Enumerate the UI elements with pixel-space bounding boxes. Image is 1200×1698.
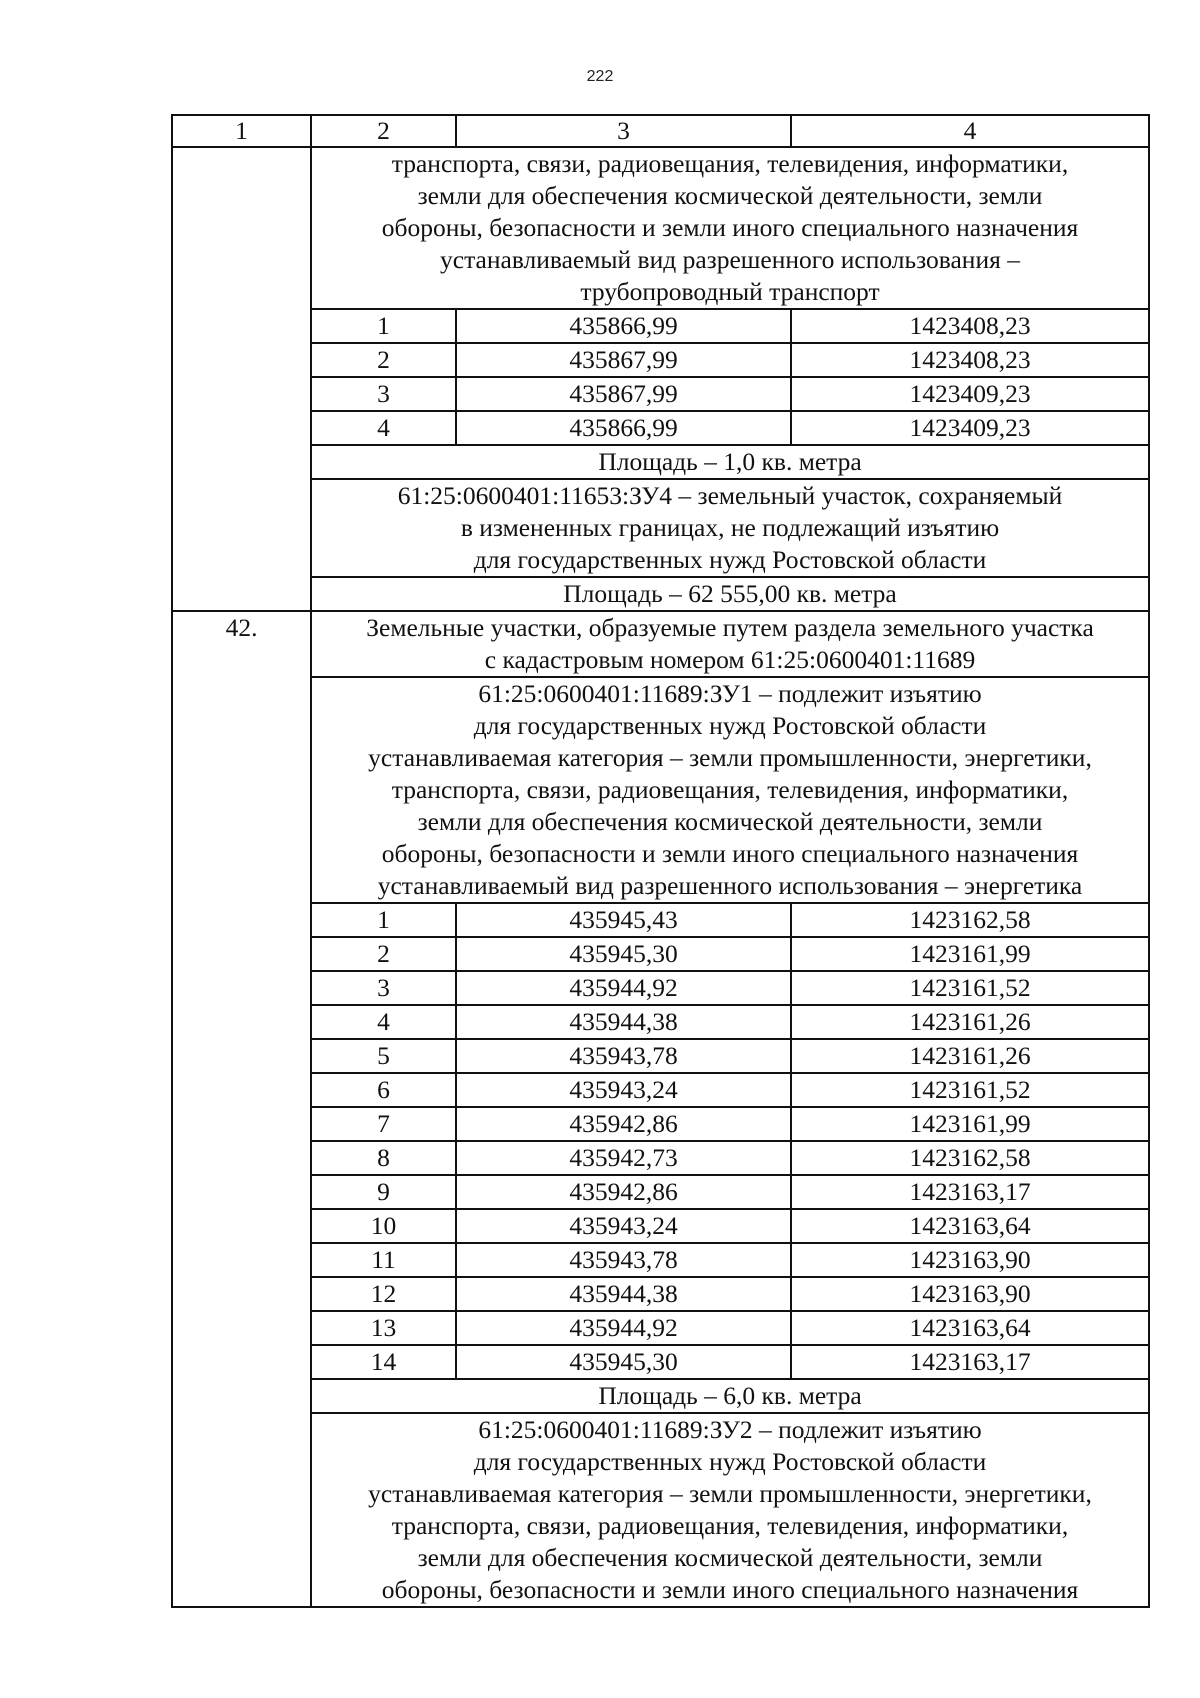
text-line: 61:25:0600401:11653:ЗУ4 – земельный участок, сохраняемый <box>397 481 1063 510</box>
table-row <box>172 1379 1149 1413</box>
table-row <box>172 1073 1149 1107</box>
point-number: 8 <box>311 1141 456 1175</box>
point-number: 3 <box>311 377 456 411</box>
point-number: 3 <box>311 971 456 1005</box>
table-row <box>172 937 1149 971</box>
table-row <box>172 611 1149 677</box>
table-row <box>172 147 1149 309</box>
column-header: 1 <box>172 115 311 147</box>
table-row <box>172 1141 1149 1175</box>
coord-y: 1423161,52 <box>791 971 1149 1005</box>
table-row <box>172 1277 1149 1311</box>
table-row <box>172 343 1149 377</box>
text-line: земли для обеспечения космической деятельности, земли <box>417 181 1043 210</box>
coord-x: 435942,73 <box>456 1141 791 1175</box>
text-line: 61:25:0600401:11689:ЗУ1 – подлежит изъятию <box>478 679 982 708</box>
coord-y: 1423163,17 <box>791 1345 1149 1379</box>
coord-x: 435945,30 <box>456 937 791 971</box>
point-number: 12 <box>311 1277 456 1311</box>
coord-y: 1423163,90 <box>791 1277 1149 1311</box>
table-row <box>172 115 1149 147</box>
coord-x: 435867,99 <box>456 343 791 377</box>
table-row <box>172 1209 1149 1243</box>
coord-y: 1423161,99 <box>791 937 1149 971</box>
coord-y: 1423161,26 <box>791 1005 1149 1039</box>
coord-y: 1423162,58 <box>791 903 1149 937</box>
column-header: 2 <box>311 115 456 147</box>
area-cell: Площадь – 1,0 кв. метра <box>311 445 1149 479</box>
coord-y: 1423409,23 <box>791 377 1149 411</box>
coord-x: 435944,92 <box>456 1311 791 1345</box>
table-row <box>172 309 1149 343</box>
coord-x: 435942,86 <box>456 1175 791 1209</box>
coordinates-table <box>171 114 1150 1608</box>
coord-x: 435867,99 <box>456 377 791 411</box>
coord-y: 1423161,99 <box>791 1107 1149 1141</box>
description-cell <box>311 479 1149 577</box>
area-cell: Площадь – 62 555,00 кв. метра <box>311 577 1149 611</box>
text-line: Земельные участки, образуемые путем раздела земельного участка <box>366 613 1094 642</box>
table-row <box>172 1413 1149 1607</box>
coord-y: 1423163,64 <box>791 1209 1149 1243</box>
point-number: 10 <box>311 1209 456 1243</box>
text-line: устанавливаемая категория – земли промышленности, энергетики, <box>368 743 1092 772</box>
table-row <box>172 1107 1149 1141</box>
text-line: транспорта, связи, радиовещания, телевидения, информатики, <box>391 149 1069 178</box>
table-row <box>172 1039 1149 1073</box>
text-line: транспорта, связи, радиовещания, телевидения, информатики, <box>391 1511 1069 1540</box>
description-cell <box>311 677 1149 903</box>
item-number-cell <box>172 147 311 611</box>
text-line: в измененных границах, не подлежащий изъятию <box>460 513 1000 542</box>
text-line: устанавливаемый вид разрешенного использования – энергетика <box>377 871 1083 900</box>
coord-x: 435943,24 <box>456 1073 791 1107</box>
coord-y: 1423162,58 <box>791 1141 1149 1175</box>
item-number-cell: 42. <box>172 611 311 1607</box>
table-row <box>172 1005 1149 1039</box>
table-row <box>172 377 1149 411</box>
point-number: 7 <box>311 1107 456 1141</box>
coord-y: 1423408,23 <box>791 309 1149 343</box>
column-header: 4 <box>791 115 1149 147</box>
table-row <box>172 1175 1149 1209</box>
text-line: транспорта, связи, радиовещания, телевидения, информатики, <box>391 775 1069 804</box>
text-line: обороны, безопасности и земли иного специального назначения <box>381 1575 1079 1604</box>
table-row <box>172 445 1149 479</box>
coord-x: 435942,86 <box>456 1107 791 1141</box>
point-number: 5 <box>311 1039 456 1073</box>
table-row <box>172 577 1149 611</box>
table-row <box>172 971 1149 1005</box>
point-number: 4 <box>311 1005 456 1039</box>
coord-y: 1423163,64 <box>791 1311 1149 1345</box>
point-number: 2 <box>311 937 456 971</box>
text-line: устанавливаемая категория – земли промышленности, энергетики, <box>368 1479 1092 1508</box>
table-row <box>172 1345 1149 1379</box>
coord-x: 435866,99 <box>456 411 791 445</box>
coord-x: 435943,24 <box>456 1209 791 1243</box>
coord-x: 435944,38 <box>456 1005 791 1039</box>
text-line: для государственных нужд Ростовской области <box>473 1447 987 1476</box>
table-row <box>172 1243 1149 1277</box>
point-number: 1 <box>311 309 456 343</box>
text-line: трубопроводный транспорт <box>580 277 880 306</box>
description-cell <box>311 147 1149 309</box>
description-cell <box>311 1413 1149 1607</box>
coord-x: 435945,30 <box>456 1345 791 1379</box>
coord-y: 1423163,17 <box>791 1175 1149 1209</box>
table-row <box>172 411 1149 445</box>
point-number: 13 <box>311 1311 456 1345</box>
coord-x: 435943,78 <box>456 1039 791 1073</box>
coord-x: 435943,78 <box>456 1243 791 1277</box>
area-cell: Площадь – 6,0 кв. метра <box>311 1379 1149 1413</box>
coord-x: 435944,92 <box>456 971 791 1005</box>
coord-x: 435945,43 <box>456 903 791 937</box>
point-number: 4 <box>311 411 456 445</box>
text-line: для государственных нужд Ростовской области <box>473 711 987 740</box>
table-row <box>172 1311 1149 1345</box>
coord-x: 435866,99 <box>456 309 791 343</box>
coord-y: 1423161,26 <box>791 1039 1149 1073</box>
coord-y: 1423409,23 <box>791 411 1149 445</box>
column-header: 3 <box>456 115 791 147</box>
point-number: 9 <box>311 1175 456 1209</box>
table-row <box>172 677 1149 903</box>
item-title-cell <box>311 611 1149 677</box>
text-line: обороны, безопасности и земли иного специального назначения <box>381 213 1079 242</box>
point-number: 6 <box>311 1073 456 1107</box>
text-line: обороны, безопасности и земли иного специального назначения <box>381 839 1079 868</box>
coord-y: 1423163,90 <box>791 1243 1149 1277</box>
table-row <box>172 479 1149 577</box>
point-number: 11 <box>311 1243 456 1277</box>
text-line: земли для обеспечения космической деятельности, земли <box>417 1543 1043 1572</box>
table-row <box>172 903 1149 937</box>
text-line: земли для обеспечения космической деятельности, земли <box>417 807 1043 836</box>
point-number: 14 <box>311 1345 456 1379</box>
point-number: 1 <box>311 903 456 937</box>
page-number: 222 <box>586 68 614 85</box>
text-line: устанавливаемый вид разрешенного использования – <box>440 245 1020 274</box>
text-line: 61:25:0600401:11689:ЗУ2 – подлежит изъятию <box>478 1415 982 1444</box>
coord-x: 435944,38 <box>456 1277 791 1311</box>
text-line: для государственных нужд Ростовской области <box>473 545 987 574</box>
coord-y: 1423408,23 <box>791 343 1149 377</box>
point-number: 2 <box>311 343 456 377</box>
text-line: с кадастровым номером 61:25:0600401:11689 <box>484 645 976 674</box>
coord-y: 1423161,52 <box>791 1073 1149 1107</box>
